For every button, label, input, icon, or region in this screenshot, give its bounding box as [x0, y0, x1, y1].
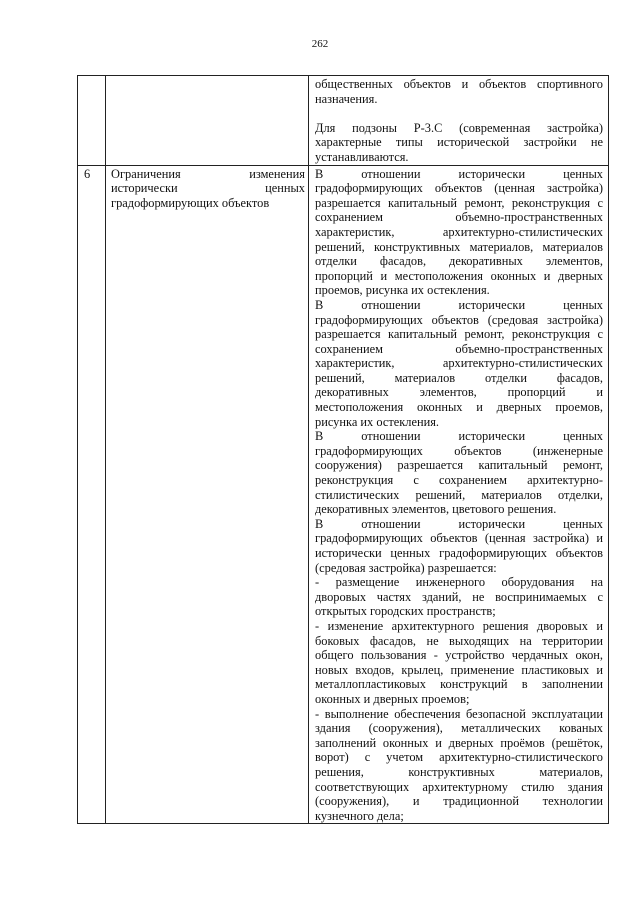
text-line: реконструкция с сохранением архитектурно- [315, 473, 603, 488]
text-line: характеристик, архитектурно-стилистических [315, 356, 603, 371]
page-number: 262 [311, 38, 329, 50]
text-line: новых входов, крылец, применение пластиковых и [315, 662, 603, 677]
text-line: кузнечного дела; [315, 808, 404, 823]
text-line: сохранением объемно-пространственных [315, 341, 603, 356]
text-line: стилистических решений, материалов отделки, [315, 487, 603, 502]
text-line: общего пользования - устройство чердачных окон, [315, 648, 603, 663]
text-line: местоположения оконных и дверных проемов, [315, 400, 603, 415]
text-line: боковых фасадов, не выходящих на территории [315, 633, 603, 648]
text-line: исторически ценных градоформирующих объектов [315, 546, 603, 560]
text-paragraph [315, 707, 603, 824]
text-paragraph [315, 517, 603, 575]
row-heading-line: исторически ценных [111, 181, 305, 196]
row-heading-line: Ограничения изменения [111, 166, 305, 181]
text-line: декоративных элементов, цветового решения. [315, 502, 557, 517]
text-line: - изменение архитектурного решения дворовых и [315, 618, 603, 633]
text-line: решений, конструктивных материалов, материалов [315, 239, 603, 254]
text-paragraph: Для подзоны Р-3.С (современная застройка) характерные типы исторической застройки не устанавливаются. [315, 120, 603, 164]
row-number-cell: 6 [78, 165, 106, 824]
text-line: металлопластиковых конструкций в заполнении [315, 677, 603, 692]
text-line: ворот) с учетом архитектурно-стилистического [315, 750, 603, 765]
text-line: (средовая застройка) разрешается: [315, 560, 497, 575]
text-paragraph [315, 575, 603, 619]
text-line: градоформирующих объектов (инженерные [315, 443, 603, 458]
row-text-cell [309, 76, 609, 166]
row-heading-cell [106, 165, 309, 824]
text-line: решений, материалов отделки фасадов, [315, 370, 603, 385]
text-paragraph [315, 298, 603, 429]
text-line: разрешается капитальный ремонт, реконструкция с [315, 195, 603, 210]
text-line: - выполнение обеспечения безопасной эксплуатации [315, 706, 603, 721]
row-text-cell [309, 165, 609, 824]
text-line: (сооружения), и традиционной технологии [315, 794, 603, 809]
text-line: открытых городских пространств; [315, 604, 496, 619]
text-line: В отношении исторически ценных [315, 516, 603, 531]
text-line: решения, конструктивных материалов, [315, 764, 603, 779]
table-row [78, 76, 609, 166]
text-paragraph [315, 167, 603, 298]
text-line: соответствующих архитектурному стилю здания [315, 779, 603, 794]
text-line: - размещение инженерного оборудования на [315, 575, 603, 590]
regulations-table [77, 75, 609, 824]
text-line: сохранением объемно-пространственных [315, 210, 603, 225]
text-line: градоформирующих объектов (средовая застройка) [315, 312, 603, 327]
row-number-cell [78, 76, 106, 166]
row-heading-cell [106, 76, 309, 166]
text-paragraph [315, 619, 603, 707]
text-line: характеристик, архитектурно-стилистических [315, 224, 603, 239]
text-line: оконных и дверных проемов; [315, 691, 470, 706]
text-line: рисунка их остекления. [315, 414, 440, 429]
row-heading-line: градоформирующих объектов [111, 195, 270, 210]
text-line: В отношении исторически ценных [315, 166, 603, 181]
text-line: заполнений оконных и дверных проёмов (решёток, [315, 735, 603, 750]
text-line: дворовых частях зданий, не воспринимаемых с [315, 589, 603, 604]
text-paragraph [315, 429, 603, 517]
table-row [78, 165, 609, 824]
text-line: здания (сооружения), металлических кованых [315, 721, 603, 736]
text-line: В отношении исторически ценных [315, 429, 603, 444]
text-line: пропорций и местоположения оконных и дверных [315, 268, 603, 283]
text-line: проемов, рисунка их остекления. [315, 283, 490, 298]
text-line: градоформирующих объектов (ценная застройка) [315, 181, 603, 196]
text-line: декоративных элементов, пропорций и [315, 385, 603, 400]
text-line: отделки фасадов, декоративных элементов, [315, 254, 603, 269]
text-line: В отношении исторически ценных [315, 297, 603, 312]
text-line: сооружения) разрешается капитальный ремонт, [315, 458, 603, 473]
text-line: градоформирующих объектов (ценная застройка) и [315, 531, 603, 546]
text-paragraph: общественных объектов и объектов спортивного назначения. [315, 77, 603, 106]
text-line: разрешается капитальный ремонт, реконструкция с [315, 327, 603, 342]
